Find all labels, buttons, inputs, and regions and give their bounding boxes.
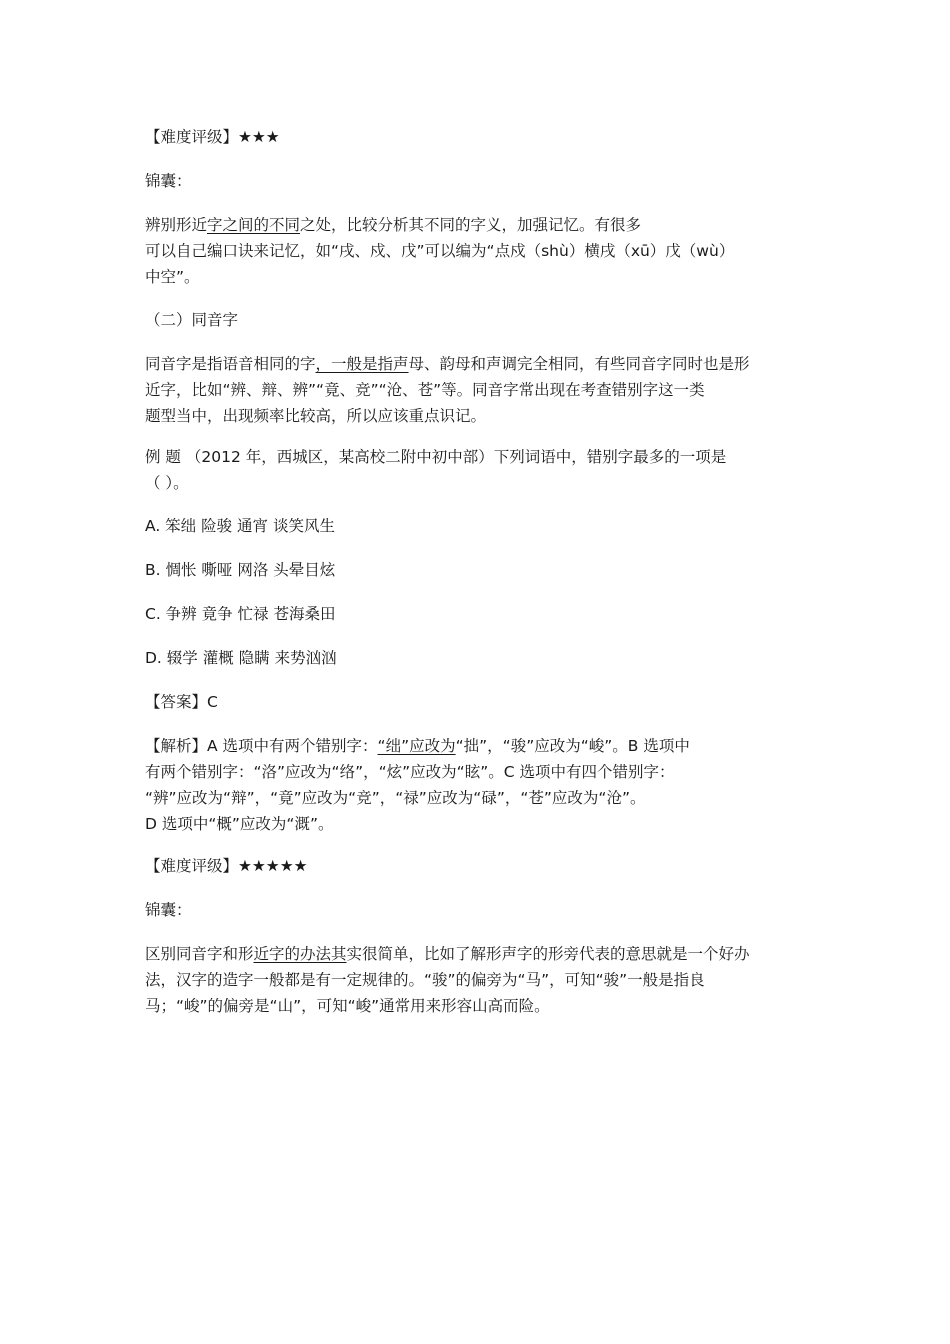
rating-stars: ★★★	[238, 128, 280, 146]
underlined-text: 近字的办法其	[253, 945, 347, 963]
rating-label: 【难度评级】	[145, 128, 239, 146]
answer: 【答案】C	[145, 693, 218, 711]
tips-label-2: 锦囊：	[145, 901, 192, 919]
text-run: 区别同音字和形	[145, 945, 254, 963]
option-a: A. 笨绌 险骏 通宵 谈笑风生	[145, 517, 335, 535]
rating-stars: ★★★★★	[238, 857, 308, 875]
analysis-line	[145, 733, 815, 759]
tips-line: 马；“峻”的偏旁是“山”，可知“峻”通常用来形容山高而险。	[145, 997, 550, 1015]
underlined-text: 字之间的不同	[207, 216, 301, 234]
intro-paragraph	[145, 351, 815, 429]
tips-line: 可以自己编口诀来记忆，如“戌、戍、戊”可以编为“点戍（shù）横戌（xū）戊（wù）	[145, 242, 735, 260]
text-run: 之处，比较分析其不同的字义，加强记忆。有很多	[300, 216, 642, 234]
analysis-paragraph	[145, 733, 815, 837]
question-line: （ ）。	[145, 474, 189, 492]
text-run: 同音字是指语音相同的字	[145, 355, 316, 373]
rating-label: 【难度评级】	[145, 857, 239, 875]
option-c: C. 争辨 竟争 忙禄 苍海桑田	[145, 605, 336, 623]
difficulty-rating-2	[145, 853, 815, 879]
tips-paragraph-2	[145, 941, 815, 1019]
difficulty-rating-1	[145, 124, 815, 150]
tips-line: 中空”。	[145, 268, 200, 286]
analysis-line: “辨”应改为“辩”，“竟”应改为“竞”，“禄”应改为“碌”，“苍”应改为“沧”。	[145, 789, 646, 807]
option-d: D. 辍学 灌概 隐瞒 来势汹汹	[145, 649, 337, 667]
text-run: “拙”，“骏”应改为“峻”。B 选项中	[455, 737, 690, 755]
tips-line: 法，汉字的造字一般都是有一定规律的。“骏”的偏旁为“马”，可知“骏”一般是指良	[145, 971, 705, 989]
underlined-text: ，一般是指声	[315, 355, 409, 373]
option-b: B. 惆怅 嘶哑 网洛 头晕目炫	[145, 561, 336, 579]
text-run: 实很简单，比如了解形声字的形旁代表的意思就是一个好办	[346, 945, 750, 963]
section-title: （二）同音字	[145, 311, 239, 329]
intro-line: 题型当中，出现频率比较高，所以应该重点识记。	[145, 407, 487, 425]
question-line: 例 题 （2012 年，西城区，某高校二附中初中部）下列词语中，错别字最多的一项是	[145, 448, 727, 466]
text-run: 母、韵母和声调完全相同，有些同音字同时也是形	[408, 355, 750, 373]
tips-line	[145, 941, 815, 967]
text-run: 辨别形近	[145, 216, 208, 234]
tips-line	[145, 212, 815, 238]
tips-label-1: 锦囊：	[145, 172, 192, 190]
analysis-line: D 选项中“概”应改为“溉”。	[145, 815, 334, 833]
intro-line	[145, 351, 815, 377]
intro-line: 近字，比如“辨、辩、辨”“竟、竞”“沧、苍”等。同音字常出现在考查错别字这一类	[145, 381, 705, 399]
tips-paragraph-1	[145, 212, 815, 290]
analysis-line: 有两个错别字：“洛”应改为“络”，“炫”应改为“眩”。C 选项中有四个错别字：	[145, 763, 675, 781]
underlined-text: “绌”应改为	[377, 737, 456, 755]
text-run: 【解析】A 选项中有两个错别字：	[145, 737, 378, 755]
question-stem	[145, 444, 815, 496]
